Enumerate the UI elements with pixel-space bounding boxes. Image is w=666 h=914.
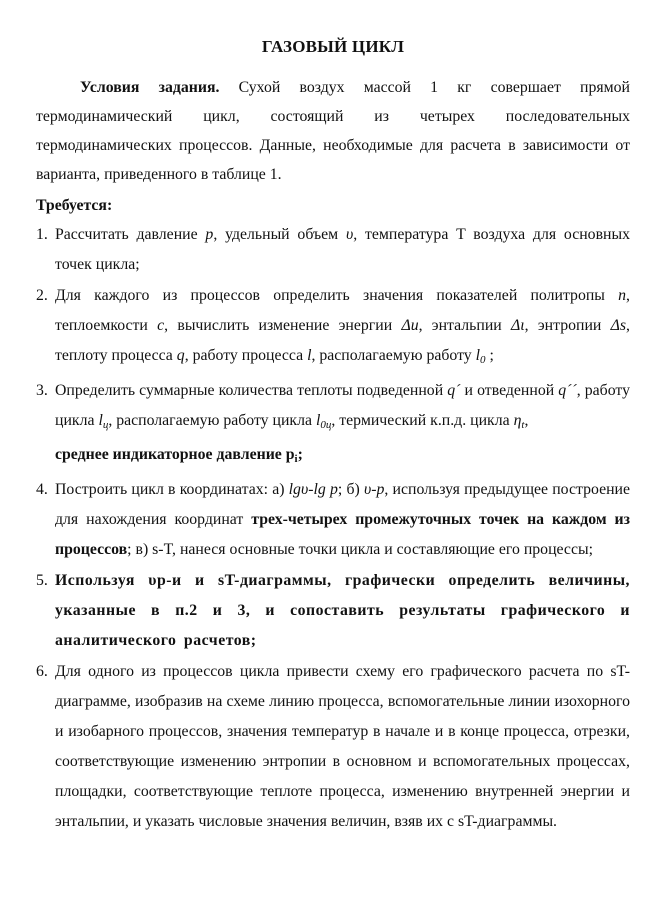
intro-lead: Условия задания.: [80, 79, 220, 96]
task-item-3: 3. Определить суммарные количества теплоты подведенной q´ и отведенной q´´, работу цикла $l_ц$, располагаемую работу цикла $l_{0ц}$, термический к.п.д. цикла $\eta_t$, среднее индикаторное давление $p_i$;: [36, 382, 631, 465]
task-item-4: 4. Построить цикл в координатах: а) lgυ-lg p; б) υ-p, используя предыдущее построение для нахождения координат трех-четырех промежуточных точек на каждом из процессов; в) s-T, нанеся основные точки цикла и составляющие его процессы;: [36, 481, 630, 558]
page-title: ГАЗОВЫЙ ЦИКЛ: [261, 37, 405, 56]
requirements-heading: Требуется:: [36, 197, 113, 214]
intro-text: Сухой воздух массой 1 кг совершает прямой термодинамический цикл, состоящий из четырех последовательных термодинамических процессов. Данные, необходимые для расчета в зависимости от варианта, приведенного в таблице 1.: [36, 79, 630, 183]
task-item-2: 2. Для каждого из процессов определить значения показателей политропы n, теплоемкости c, вычислить изменение энергии Δu, энтальпии Δι, энтропии Δs, теплоту процесса q, работу процесса l, располагаемую работу $l_0$ ;: [36, 287, 630, 366]
task-list: [36, 220, 630, 837]
task-item-6: 6. Для одного из процессов цикла привести схему его графического расчета по sT-диаграмме, изобразив на схеме линию процесса, вспомогательные линии изохорного и изобарного процессов, значения температур в начале и в конце процесса, отрезки, соответствующие изменению энтропии в основном и вспомогательных процессах, площадки, соответствующие теплоте процесса, изменению внутренней энергии и энтальпии, и указать числовые значения величин, взяв их с sT-диаграммы.: [36, 663, 630, 830]
intro-paragraph: [36, 73, 630, 189]
task-item-1: 1. Рассчитать давление p, удельный объем υ, температура T воздуха для основных точек цикла;: [36, 226, 630, 273]
task-item-5: 5. Используя υp-и и sT-диаграммы, графически определить величины, указанные в п.2 и 3, и сопоставить результаты графического и аналитического расчетов;: [36, 572, 630, 649]
